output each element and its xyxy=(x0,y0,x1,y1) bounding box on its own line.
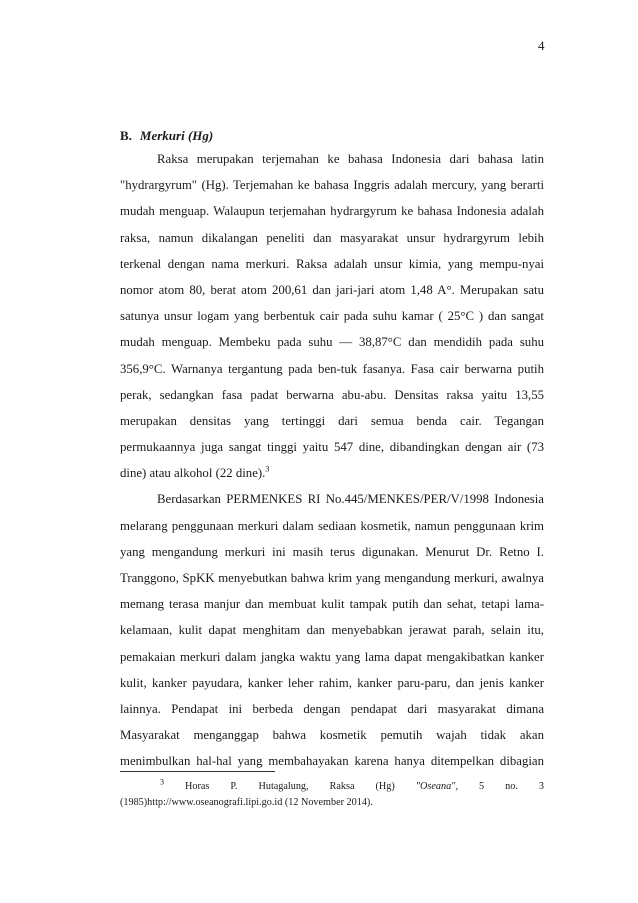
body-line: memang terasa manjur dan membuat kulit tampak putih dan sehat, tetapi lama- xyxy=(120,597,544,612)
body-line: Raksa merupakan terjemahan ke bahasa Indonesia dari bahasa latin xyxy=(157,152,544,166)
body-line: perak, sedangkan fasa padat berwarna abu-abu. Densitas raksa yaitu 13,55 xyxy=(120,387,544,402)
page-number: 4 xyxy=(538,38,545,53)
footnote-journal: "Oseana", xyxy=(415,781,459,792)
footnote xyxy=(120,779,544,811)
body-line: satunya unsur logam yang berbentuk cair pada suhu kamar ( 25°C ) dan sangat xyxy=(120,309,544,324)
body-line: mudah menguap. Walaupun terjemahan hydrargyrum ke bahasa Indonesia adalah xyxy=(120,204,544,219)
body-line: terkenal dengan nama merkuri. Raksa adalah unsur kimia, yang mempu-nyai xyxy=(120,256,544,271)
body-line xyxy=(120,460,544,486)
body-line: nomor atom 80, berat atom 200,61 dan jari-jari atom 1,48 A°. Merupakan satu xyxy=(120,282,544,297)
section-label: B. xyxy=(120,128,132,143)
body-line: menimbulkan hal-hal yang membahayakan karena hanya ditempelkan dibagian xyxy=(120,754,544,769)
body-line: merupakan densitas yang tertinggi dari semua benda cair. Tegangan xyxy=(120,413,544,428)
body-line: lainnya. Pendapat ini berbeda dengan pendapat dari masyarakat dimana xyxy=(120,701,544,716)
body-line: raksa, namun dikalangan peneliti dan masyarakat unsur hydrargyrum lebih xyxy=(120,230,544,245)
body-line-text: dine) atau alkohol (22 dine). xyxy=(120,466,266,481)
footnote-author: Horas P. Hutagalung, Raksa (Hg) xyxy=(185,781,395,792)
footnote-reference: 3 xyxy=(265,464,270,474)
body-line: kulit, kanker payudara, kanker leher rahim, kanker paru-paru, dan jenis kanker xyxy=(120,675,544,690)
section-heading xyxy=(120,128,213,144)
body-line: 356,9°C. Warnanya tergantung pada ben-tuk fasanya. Fasa cair berwarna putih xyxy=(120,361,544,376)
body-line: mudah menguap. Membeku pada suhu — 38,87°C dan mendidih pada suhu xyxy=(120,335,544,350)
footnote-divider xyxy=(120,771,275,772)
body-line: Tranggono, SpKK menyebutkan bahwa krim yang mengandung merkuri, awalnya xyxy=(120,571,544,585)
footnote-issue: 5 no. 3 xyxy=(479,781,545,792)
body-line: Berdasarkan PERMENKES RI No.445/MENKES/PER/V/1998 Indonesia xyxy=(157,492,544,507)
body-line: permukaannya juga sangat tinggi yaitu 547 dine, dibandingkan dengan air (73 xyxy=(120,440,544,455)
body-line: pemakaian merkuri dalam jangka waktu yang lama dapat mengakibatkan kanker xyxy=(120,649,544,664)
footnote-line: (1985)http://www.oseanografi.lipi.go.id (12 November 2014). xyxy=(120,797,373,808)
body-text xyxy=(120,146,544,775)
body-line: kelamaan, kulit dapat menghitam dan menyebabkan jerawat parah, selain itu, xyxy=(120,623,544,638)
body-line: melarang penggunaan merkuri dalam sediaan kosmetik, namun penggunaan krim xyxy=(120,518,544,533)
footnote-number: 3 xyxy=(160,777,164,787)
footnote-line xyxy=(120,779,544,795)
body-line: "hydrargyrum" (Hg). Terjemahan ke bahasa Inggris adalah mercury, yang berarti xyxy=(120,178,544,193)
section-title: Merkuri (Hg) xyxy=(139,128,214,143)
body-line: Masyarakat menganggap bahwa kosmetik pemutih wajah tidak akan xyxy=(120,728,544,743)
body-line: yang mengandung merkuri ini masih terus digunakan. Menurut Dr. Retno I. xyxy=(120,544,544,559)
